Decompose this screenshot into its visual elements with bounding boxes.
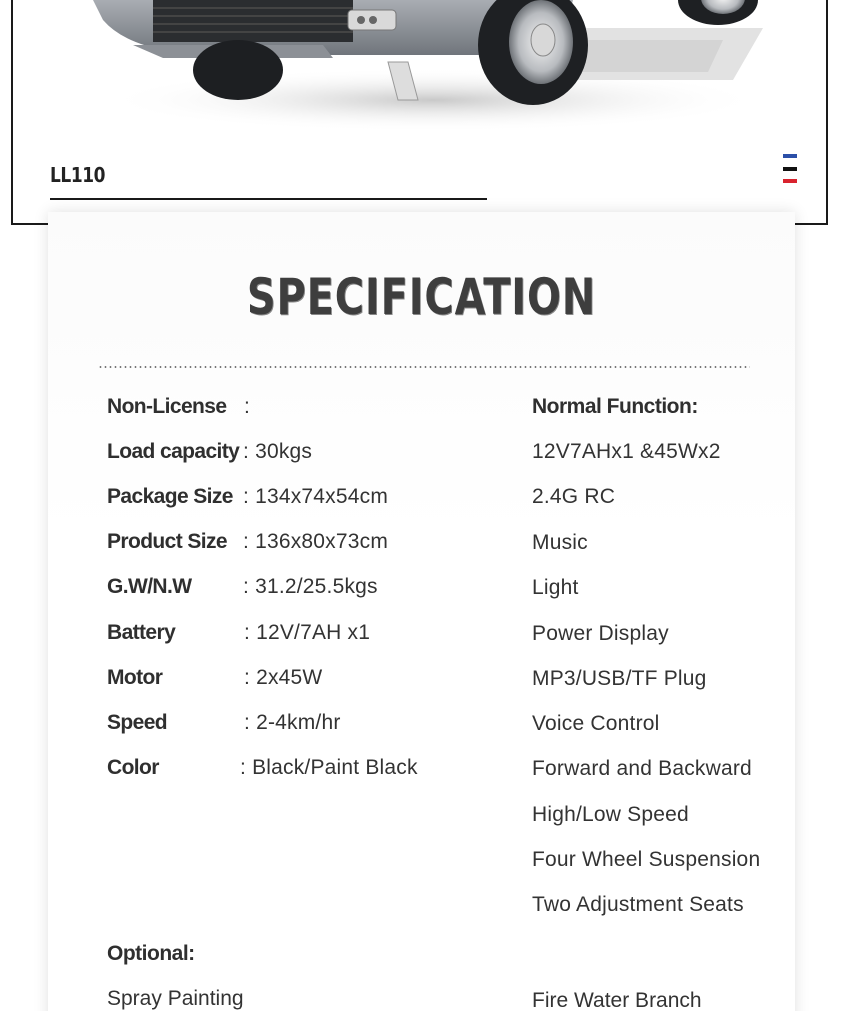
product-image-frame [11,0,828,225]
spec-key: Non-License [107,395,227,418]
spec-key: Motor [107,666,163,689]
spec-key: Package Size [107,485,233,508]
optional-item: Fire Water Branch [532,989,702,1011]
truck-image [73,0,773,140]
spec-value: : [244,395,251,418]
function-item: MP3/USB/TF Plug [532,667,707,690]
function-item: High/Low Speed [532,803,689,826]
spec-value: : 2x45W [244,666,323,689]
spec-value: : 30kgs [243,440,313,463]
model-underline [50,198,487,200]
specification-card [48,212,795,1011]
optional-heading: Optional: [107,942,195,965]
function-item: Power Display [532,622,669,645]
function-item: Four Wheel Suspension [532,848,761,871]
function-item: Voice Control [532,712,660,735]
spec-value: : 31.2/25.5kgs [243,575,378,598]
function-item: Two Adjustment Seats [532,893,744,916]
spec-value: : 136x80x73cm [243,530,389,553]
spec-key: Color [107,756,159,779]
function-item: Music [532,531,588,554]
spec-key: Load capacity [107,440,240,463]
spec-value: : 134x74x54cm [243,485,389,508]
specification-title: SPECIFICATION [246,268,597,326]
optional-item: Spray Painting [107,987,244,1010]
spec-key: Battery [107,621,176,644]
spec-key: G.W/N.W [107,575,192,598]
spec-key: Speed [107,711,168,734]
function-item: Forward and Backward [532,757,752,780]
spec-value: : 12V/7AH x1 [244,621,371,644]
function-item: 12V7AHx1 &45Wx2 [532,440,721,463]
function-item: 2.4G RC [532,485,616,508]
dotted-divider [98,366,750,368]
function-item: Light [532,576,579,599]
spec-key: Product Size [107,530,227,553]
spec-value: : Black/Paint Black [240,756,418,779]
spec-value: : 2-4km/hr [244,711,341,734]
normal-function-heading: Normal Function: [532,395,698,418]
model-number: LL110 [50,163,106,187]
flag-icon [783,154,797,184]
